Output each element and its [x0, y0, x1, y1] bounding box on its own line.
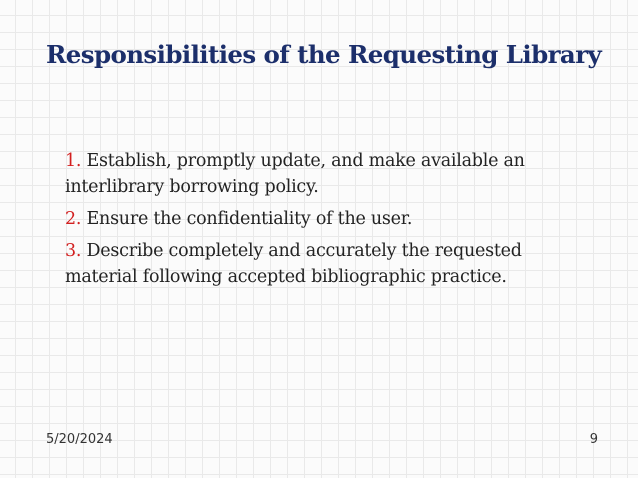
item-text: Describe completely and accurately the requested material following accepted bibliographic practice.	[65, 241, 522, 287]
footer-date: 5/20/2024	[46, 432, 113, 447]
item-number: 3.	[65, 241, 82, 261]
slide-content	[65, 148, 585, 296]
item-text: Ensure the confidentiality of the user.	[86, 209, 413, 229]
list-item	[65, 148, 585, 200]
item-number: 1.	[65, 151, 82, 171]
list-item	[65, 206, 585, 232]
slide-title: Responsibilities of the Requesting Library	[46, 40, 602, 69]
page-number: 9	[589, 432, 598, 447]
list-item	[65, 238, 585, 290]
item-text: Establish, promptly update, and make available an interlibrary borrowing policy.	[65, 151, 525, 197]
item-number: 2.	[65, 209, 82, 229]
